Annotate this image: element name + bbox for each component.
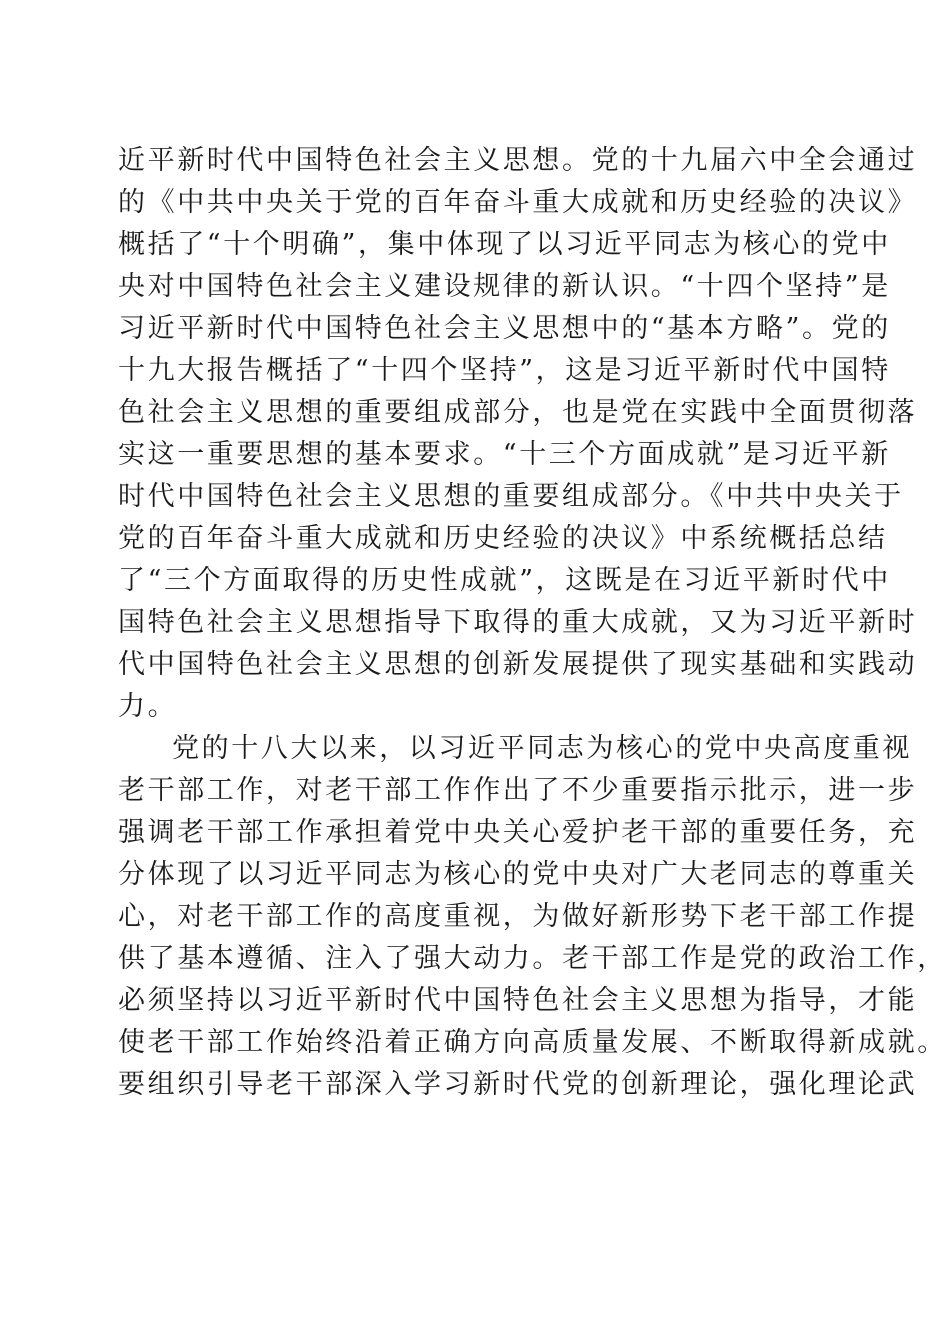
text-line: 时代中国特色社会主义思想的重要组成部分。《中共中央关于: [118, 481, 904, 512]
paragraph: [118, 140, 918, 728]
text-line: 党的百年奋斗重大成就和历史经验的决议》中系统概括总结: [118, 523, 888, 554]
text-line: 的《中共中央关于党的百年奋斗重大成就和历史经验的决议》: [118, 187, 918, 218]
text-line: 必须坚持以习近平新时代中国特色社会主义思想为指导，才能: [118, 985, 918, 1016]
body-text: [118, 140, 947, 1106]
text-line: 要组织引导老干部深入学习新时代党的创新理论，强化理论武: [118, 1069, 918, 1100]
text-line: 近平新时代中国特色社会主义思想。党的十九届六中全会通过: [118, 145, 918, 176]
text-line: 党的十八大以来，以习近平同志为核心的党中央高度重视: [172, 733, 912, 764]
text-line: 分体现了以习近平同志为核心的党中央对广大老同志的尊重关: [118, 859, 918, 890]
text-line: 概括了“十个明确”，集中体现了以习近平同志为核心的党中: [118, 229, 891, 260]
text-line: 习近平新时代中国特色社会主义思想中的“基本方略”。党的: [118, 313, 891, 344]
text-line: 供了基本遵循、注入了强大动力。老干部工作是党的政治工作，: [118, 943, 947, 974]
text-line: 强调老干部工作承担着党中央关心爱护老干部的重要任务，充: [118, 817, 918, 848]
text-line: 了“三个方面取得的历史性成就”，这既是在习近平新时代中: [118, 565, 891, 596]
text-line: 老干部工作，对老干部工作作出了不少重要指示批示，进一步: [118, 775, 918, 806]
text-line: 使老干部工作始终沿着正确方向高质量发展、不断取得新成就。: [118, 1027, 947, 1058]
text-line: 十九大报告概括了“十四个坚持”，这是习近平新时代中国特: [118, 355, 891, 386]
text-line: 代中国特色社会主义思想的创新发展提供了现实基础和实践动: [118, 649, 918, 680]
text-line: 国特色社会主义思想指导下取得的重大成就，又为习近平新时: [118, 607, 918, 638]
text-line: 心，对老干部工作的高度重视，为做好新形势下老干部工作提: [118, 901, 918, 932]
text-line: 央对中国特色社会主义建设规律的新认识。“十四个坚持”是: [118, 271, 891, 302]
paragraph: [118, 728, 947, 1106]
text-line: 实这一重要思想的基本要求。“十三个方面成就”是习近平新: [118, 439, 891, 470]
text-line: 力。: [118, 691, 178, 722]
text-line: 色社会主义思想的重要组成部分，也是党在实践中全面贯彻落: [118, 397, 918, 428]
